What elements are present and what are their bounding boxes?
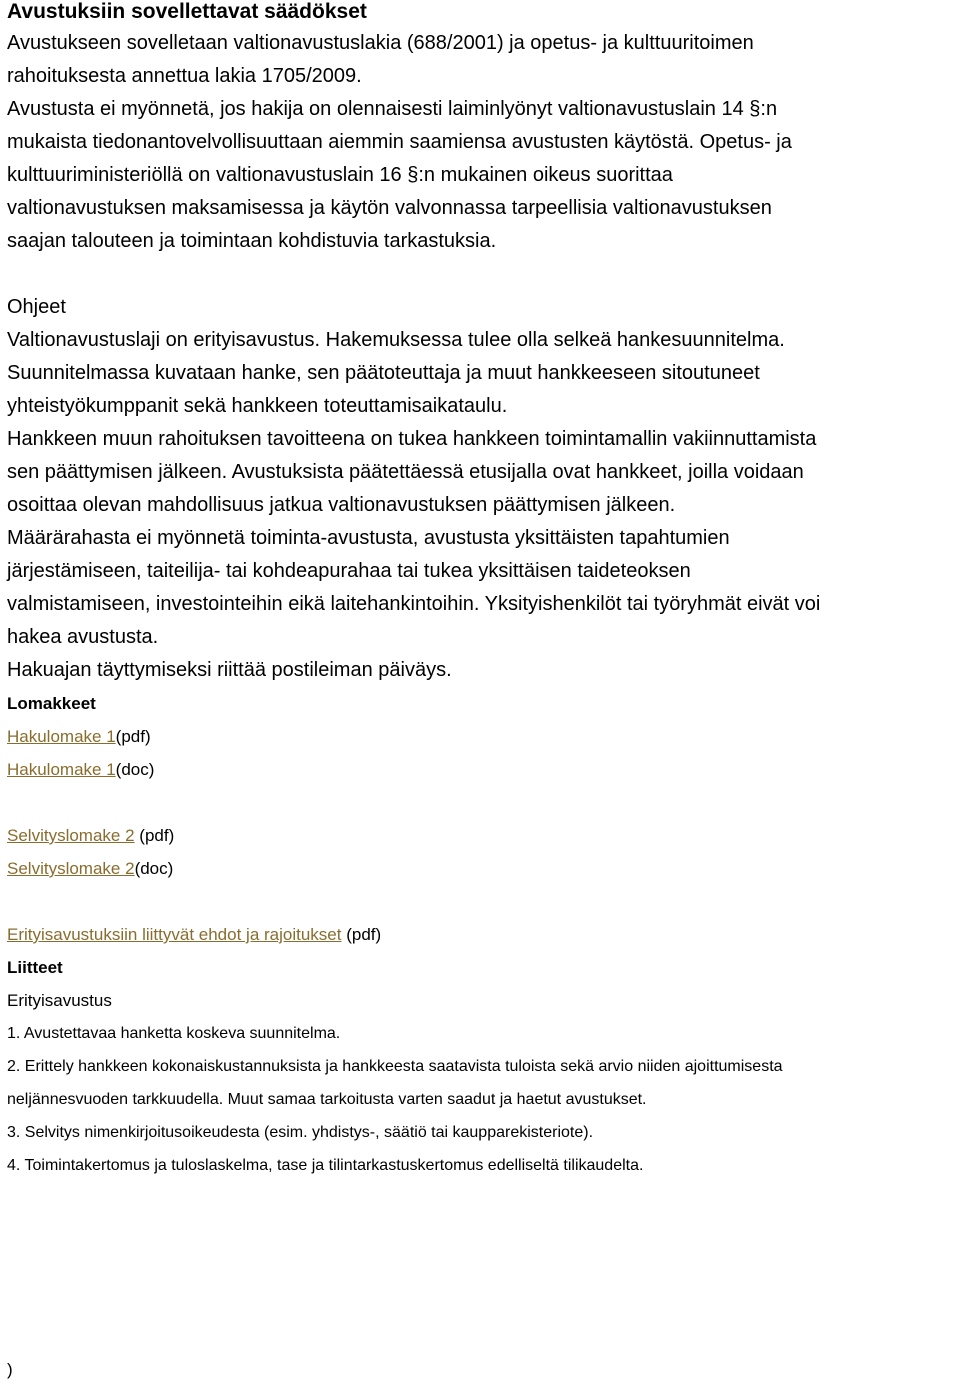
section-title-ohjeet: Ohjeet — [7, 296, 66, 318]
section-title-liitteet: Liitteet — [7, 958, 63, 977]
attachment-list-item: 4. Toimintakertomus ja tuloslaskelma, tase ja tilintarkastuskertomus edelliseltä tilikaudelta. — [7, 1157, 644, 1174]
ohjeet-paragraph-2: Hankkeen muun rahoituksen tavoitteena on tukea hankkeen toimintamallin vakiinnuttamista sen päättymisen jälkeen. Avustuksista päätettäessä etusijalla ovat hankkeet, joilla voidaan osoittaa olevan mahdollisuus jatkua valtionavustuksen päättymisen jälkeen. — [7, 428, 817, 516]
form-link-row — [7, 720, 957, 753]
ohjeet-paragraph-4: Hakuajan täyttymiseksi riittää postileiman päiväys. — [7, 659, 452, 681]
section-title-lomakkeet: Lomakkeet — [7, 694, 96, 713]
ohjeet-paragraph-1: Valtionavustuslaji on erityisavustus. Hakemuksessa tulee olla selkeä hankesuunnitelma. Suunnitelmassa kuvataan hanke, sen päätoteuttaja ja muut hankkeeseen sitoutuneet yhteistyökumppanit sekä hankkeen toteuttamisaikataulu. — [7, 329, 785, 417]
section-title-saadokset: Avustuksiin sovellettavat säädökset — [7, 0, 367, 23]
saadokset-paragraph-1: Avustukseen sovelletaan valtionavustuslakia (688/2001) ja opetus- ja kulttuuritoimen rahoituksesta annettua lakia 1705/2009. — [7, 32, 754, 87]
attachment-list-item-continued: neljännesvuoden tarkkuudella. Muut samaa tarkoitusta varten saadut ja haetut avustukset. — [7, 1091, 647, 1108]
liitteet-subtitle: Erityisavustus — [7, 991, 112, 1010]
saadokset-paragraph-2: Avustusta ei myönnetä, jos hakija on olennaisesti laiminlyönyt valtionavustuslain 14 §:n mukaista tiedonantovelvollisuuttaan aiemmin saamiensa avustusten käytöstä. Opetus- ja kulttuuriministeriöllä on valtionavustuslain 16 §:n mukainen oikeus suorittaa valtionavustuksen maksamisessa ja käytön valvonnassa tarpeellisia valtionavustuksen saajan talouteen ja toimintaan kohdistuvia tarkastuksia. — [7, 98, 792, 252]
selvityslomake-2-pdf-link[interactable]: Selvityslomake 2 — [7, 826, 135, 845]
attachment-list-item: 1. Avustettavaa hanketta koskeva suunnitelma. — [7, 1025, 341, 1042]
attachment-list-item: 3. Selvitys nimenkirjoitusoikeudesta (esim. yhdistys-, säätiö tai kaupparekisteriote). — [7, 1124, 594, 1141]
file-type-label: (pdf) — [134, 826, 175, 845]
attachment-list-item: 2. Erittely hankkeen kokonaiskustannuksista ja hankkeesta saatavista tuloista sekä arvio niiden ajoittumisesta — [7, 1058, 783, 1075]
file-type-label: (doc) — [115, 760, 155, 779]
form-link-row — [7, 819, 957, 852]
page-footer-mark: ) — [7, 1360, 13, 1379]
form-link-row — [7, 753, 957, 786]
ehdot-ja-rajoitukset-link[interactable]: Erityisavustuksiin liittyvät ehdot ja rajoitukset — [7, 925, 342, 944]
hakulomake-1-doc-link[interactable]: Hakulomake 1 — [7, 760, 116, 779]
selvityslomake-2-doc-link[interactable]: Selvityslomake 2 — [7, 859, 135, 878]
hakulomake-1-pdf-link[interactable]: Hakulomake 1 — [7, 727, 116, 746]
ohjeet-paragraph-3: Määrärahasta ei myönnetä toiminta-avustusta, avustusta yksittäisten tapahtumien järjestämiseen, taiteilija- tai kohdeapurahaa tai tukea yksittäisen taideteoksen valmistamiseen, investointeihin eikä laitehankintoihin. Yksityishenkilöt tai työryhmät eivät voi hakea avustusta. — [7, 527, 821, 648]
form-link-row — [7, 918, 957, 951]
file-type-label: (doc) — [134, 859, 174, 878]
file-type-label: (pdf) — [115, 727, 151, 746]
form-link-row — [7, 852, 957, 885]
file-type-label: (pdf) — [341, 925, 382, 944]
document-page — [7, 0, 957, 1182]
